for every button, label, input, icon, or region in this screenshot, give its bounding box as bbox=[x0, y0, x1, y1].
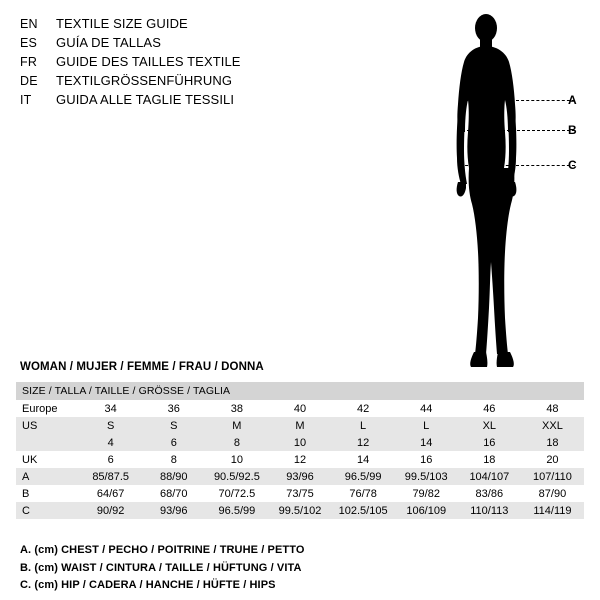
language-title-en: TEXTILE SIZE GUIDE bbox=[56, 16, 188, 31]
table-cell: XXL bbox=[521, 417, 584, 434]
table-cell: 96.5/99 bbox=[332, 468, 395, 485]
language-row-es bbox=[20, 35, 320, 54]
table-header-cell: SIZE / TALLA / TAILLE / GRÖSSE / TAGLIA bbox=[16, 382, 584, 400]
table-cell: XL bbox=[458, 417, 521, 434]
table-cell: 70/72.5 bbox=[205, 485, 268, 502]
language-title-fr: GUIDE DES TAILLES TEXTILE bbox=[56, 54, 241, 69]
waist-measure-line bbox=[462, 130, 575, 131]
table-cell: 76/78 bbox=[332, 485, 395, 502]
language-title-it: GUIDA ALLE TAGLIE TESSILI bbox=[56, 92, 235, 107]
note-waist: B. (cm) WAIST / CINTURA / TAILLE / HÜFTUNG / VITA bbox=[20, 561, 302, 574]
table-cell: 99.5/102 bbox=[268, 502, 331, 519]
measurement-notes bbox=[20, 542, 580, 595]
table-cell: 64/67 bbox=[79, 485, 142, 502]
row-label bbox=[16, 434, 79, 451]
table-cell: 102.5/105 bbox=[332, 502, 395, 519]
table-cell: 88/90 bbox=[142, 468, 205, 485]
language-code-es: ES bbox=[20, 36, 38, 50]
row-label: Europe bbox=[16, 400, 79, 417]
row-label: US bbox=[16, 417, 79, 434]
table-cell: 68/70 bbox=[142, 485, 205, 502]
language-row-en bbox=[20, 16, 320, 35]
table-cell: 16 bbox=[395, 451, 458, 468]
language-row-de bbox=[20, 73, 320, 92]
table-cell: 90/92 bbox=[79, 502, 142, 519]
waist-measure-label: B bbox=[568, 123, 577, 137]
size-table-container bbox=[16, 382, 584, 519]
table-cell: 85/87.5 bbox=[79, 468, 142, 485]
table-cell: 114/119 bbox=[521, 502, 584, 519]
table-cell: 42 bbox=[332, 400, 395, 417]
table-cell: L bbox=[395, 417, 458, 434]
note-hip: C. (cm) HIP / CADERA / HANCHE / HÜFTE / HIPS bbox=[20, 579, 276, 591]
table-cell: 83/86 bbox=[458, 485, 521, 502]
table-cell: 93/96 bbox=[142, 502, 205, 519]
table-cell: M bbox=[205, 417, 268, 434]
table-cell: 99.5/103 bbox=[395, 468, 458, 485]
table-cell: 8 bbox=[142, 451, 205, 468]
table-cell: 20 bbox=[521, 451, 584, 468]
table-cell: 106/109 bbox=[395, 502, 458, 519]
language-title-es: GUÍA DE TALLAS bbox=[56, 35, 161, 50]
table-cell: 87/90 bbox=[521, 485, 584, 502]
female-body-figure bbox=[420, 8, 590, 378]
size-table bbox=[16, 382, 584, 519]
row-label: C bbox=[16, 502, 79, 519]
row-label: A bbox=[16, 468, 79, 485]
table-cell: M bbox=[268, 417, 331, 434]
table-row bbox=[16, 468, 584, 485]
table-cell: 96.5/99 bbox=[205, 502, 268, 519]
table-cell: 110/113 bbox=[458, 502, 521, 519]
table-cell: 12 bbox=[268, 451, 331, 468]
table-cell: 10 bbox=[205, 451, 268, 468]
table-cell: 6 bbox=[142, 434, 205, 451]
table-cell: 16 bbox=[458, 434, 521, 451]
table-cell: 40 bbox=[268, 400, 331, 417]
table-cell: 8 bbox=[205, 434, 268, 451]
table-cell: 93/96 bbox=[268, 468, 331, 485]
table-cell: 46 bbox=[458, 400, 521, 417]
language-code-en: EN bbox=[20, 17, 38, 31]
table-row bbox=[16, 502, 584, 519]
table-cell: 6 bbox=[79, 451, 142, 468]
table-row bbox=[16, 417, 584, 434]
table-cell: 34 bbox=[79, 400, 142, 417]
table-cell: 18 bbox=[521, 434, 584, 451]
female-silhouette-icon bbox=[420, 8, 590, 378]
table-cell: L bbox=[332, 417, 395, 434]
hip-measure-line bbox=[460, 165, 575, 166]
table-cell: S bbox=[79, 417, 142, 434]
table-cell: 107/110 bbox=[521, 468, 584, 485]
language-title-de: TEXTILGRÖSSENFÜHRUNG bbox=[56, 73, 233, 88]
category-label: WOMAN / MUJER / FEMME / FRAU / DONNA bbox=[20, 361, 264, 373]
table-cell: 48 bbox=[521, 400, 584, 417]
table-header-row bbox=[16, 382, 584, 400]
table-cell: S bbox=[142, 417, 205, 434]
language-code-de: DE bbox=[20, 74, 38, 88]
row-label: UK bbox=[16, 451, 79, 468]
table-cell: 104/107 bbox=[458, 468, 521, 485]
row-label: B bbox=[16, 485, 79, 502]
table-cell: 73/75 bbox=[268, 485, 331, 502]
table-cell: 79/82 bbox=[395, 485, 458, 502]
chest-measure-line bbox=[460, 100, 575, 101]
note-chest: A. (cm) CHEST / PECHO / POITRINE / TRUHE / PETTO bbox=[20, 544, 305, 556]
table-row bbox=[16, 434, 584, 451]
hip-measure-label: C bbox=[568, 158, 577, 172]
chest-measure-label: A bbox=[568, 93, 577, 107]
table-row bbox=[16, 451, 584, 468]
table-cell: 10 bbox=[268, 434, 331, 451]
table-cell: 18 bbox=[458, 451, 521, 468]
table-cell: 14 bbox=[332, 451, 395, 468]
table-row bbox=[16, 485, 584, 502]
table-cell: 44 bbox=[395, 400, 458, 417]
language-row-it bbox=[20, 92, 320, 111]
language-code-it: IT bbox=[20, 93, 32, 107]
language-code-fr: FR bbox=[20, 55, 38, 69]
table-cell: 38 bbox=[205, 400, 268, 417]
table-cell: 4 bbox=[79, 434, 142, 451]
language-row-fr bbox=[20, 54, 320, 73]
table-cell: 14 bbox=[395, 434, 458, 451]
table-cell: 36 bbox=[142, 400, 205, 417]
table-row bbox=[16, 400, 584, 417]
table-cell: 12 bbox=[332, 434, 395, 451]
table-cell: 90.5/92.5 bbox=[205, 468, 268, 485]
language-header-block bbox=[20, 16, 320, 111]
